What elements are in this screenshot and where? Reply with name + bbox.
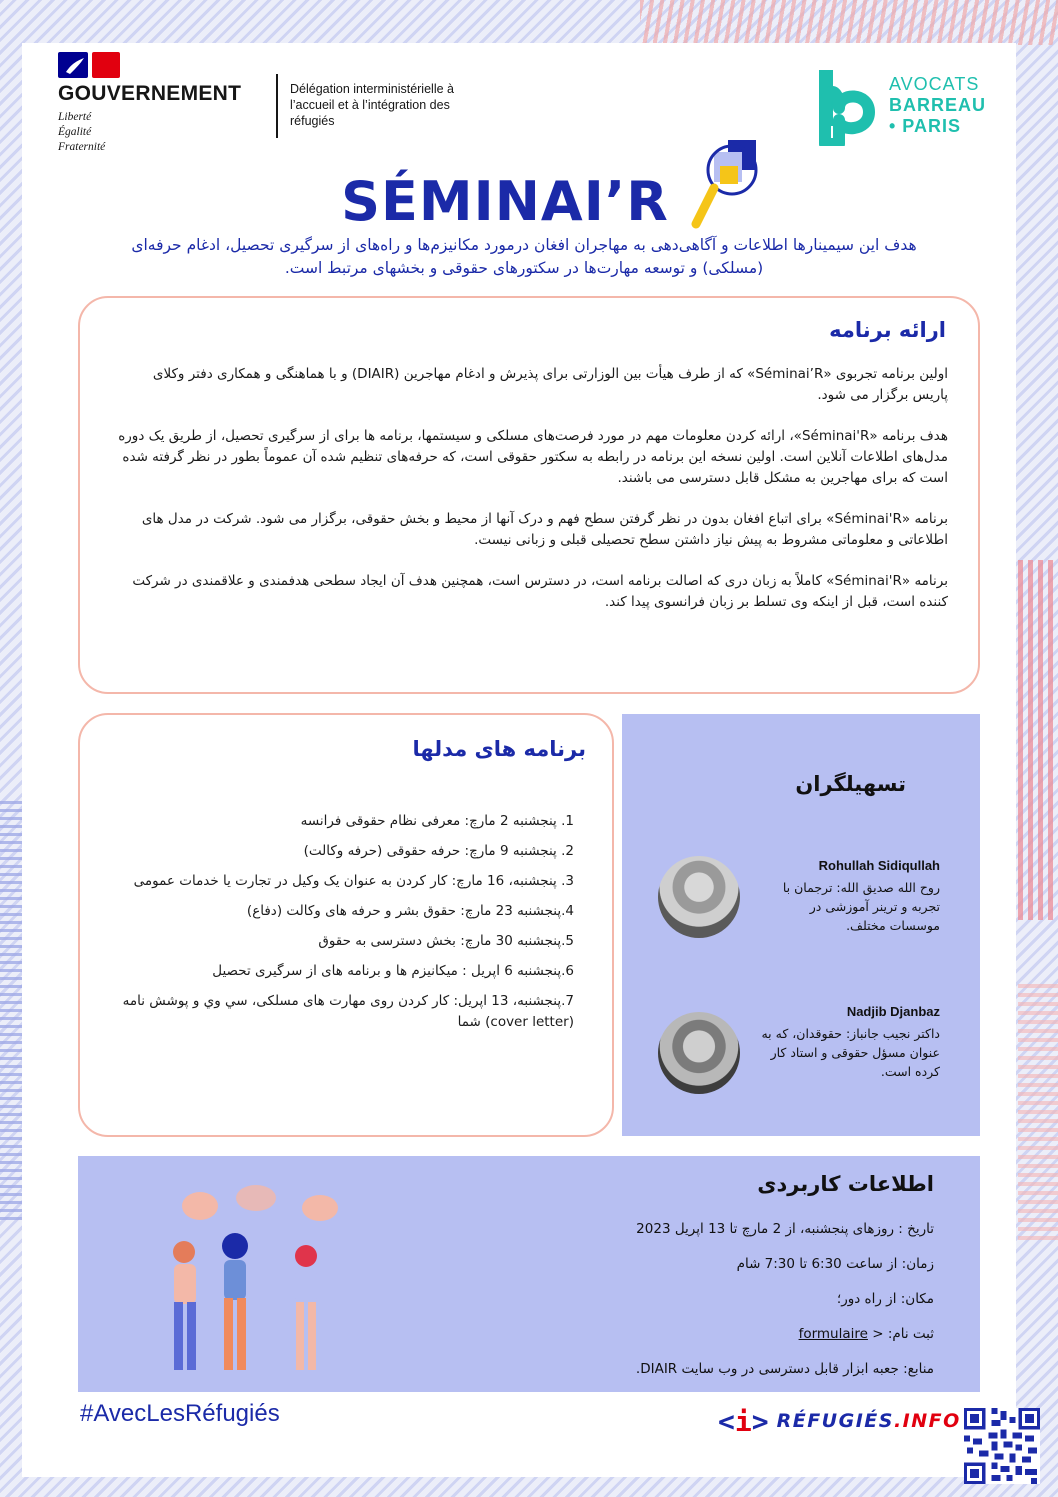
- facilitator-desc: داکتر نجیب جانباز: حقوقدان، که به عنوان مسؤل حقوقی و استاد کار کرده است.: [761, 1026, 940, 1079]
- info-resources: منابع: جعبه ابزار قابل دسترسی در وب سایت DIAIR.: [635, 1361, 934, 1377]
- info-date: تاریخ : روزهای پنجشنبه، از 2 مارچ تا 13 اپریل 2023: [636, 1221, 934, 1237]
- avatar: [658, 856, 740, 938]
- modules-list: [106, 811, 574, 1042]
- paragraph: هدف برنامه «Séminai'R»، ارائه کردن معلومات مهم در مورد فرصت‌های مسلکی و سیستمها، برنامه ها برای از سرگیری تحصیل، از طریق یک دوره مدل‌های اطلاعات آنلاین است. اولین نسخه این برنامه در رابطه به سکتور حقوقی است، که حرفه‌های تنظیم شده آن عموماً بطور در نظر گرفته شده است که برای مهاجرین به مشکل قابل دسترسی می باشند.: [118, 428, 948, 486]
- practical-info-section: [78, 1156, 980, 1392]
- avatar: [658, 1012, 740, 1094]
- decorative-brush: [1018, 980, 1058, 1240]
- program-body: [114, 364, 948, 633]
- qr-code-icon[interactable]: [964, 1408, 1040, 1484]
- divider: [276, 74, 278, 138]
- paragraph: برنامه «Séminai'R» کاملاً به زبان دری که اصالت برنامه است، در دسترس است، همچنین هدف آن ایجاد سطحی هدفمندی و علاقمندی در شرکت کننده است، قبل از اینکه وی تسلط بر زبان فرانسوی پیدا کند.: [132, 573, 948, 610]
- decorative-brush: [1018, 560, 1058, 920]
- info-place: مکان: از راه دور؛: [836, 1291, 934, 1307]
- barreau-paris-logo: AVOCATS BARREAU • PARIS: [815, 68, 995, 148]
- facilitator-card: [658, 856, 958, 966]
- section-title: اطلاعات کاربردی: [757, 1172, 934, 1196]
- list-item: 1. پنجشنبه 2 مارچ: معرفی نظام حقوقی فرانسه: [300, 813, 574, 829]
- list-item: 3. پنجشنبه، 16 مارچ: کار کردن به عنوان یک وکیل در تجارت یا خدمات عمومی: [133, 873, 574, 889]
- info-lines: [374, 1212, 934, 1387]
- delegation-name: Délégation interministérielle à l’accueil et à l’intégration des réfugiés: [290, 82, 454, 128]
- section-title: تسهیلگران: [795, 772, 906, 796]
- hashtag: #AvecLesRéfugiés: [80, 1400, 280, 1427]
- magnifier-icon: [690, 138, 770, 230]
- section-title: ارائه برنامه: [829, 318, 946, 342]
- intro-text: هدف این سیمینارها اطلاعات و آگاهی‌دهی به مهاجران افغان درمورد مکانیزم‌ها و راه‌های از سرگیری تحصیل، ادغام حرفه‌ای (مسلکی) و توسعه مهارت‌ها در سکتورهای حقوقی و بخشهای مرتبط است.: [131, 236, 917, 277]
- facilitator-name: Nadjib Djanbaz: [846, 1004, 940, 1019]
- list-item: 5.پنجشنبه 30 مارچ: بخش دسترسی به حقوق: [318, 933, 574, 949]
- gov-motto: Liberté Égalité Fraternité: [58, 111, 106, 153]
- program-section: [78, 296, 980, 694]
- list-item: 6.پنجشنبه 6 اپریل : میکانیزم ها و برنامه های از سرگیری تحصیل: [212, 963, 574, 979]
- paragraph: اولین برنامه تجربوی «Séminai’R» که از طرف هیأت بین الوزارتی برای پذیرش و ادغام مهاجرین (DIAIR) و با هماهنگی و همکاری دفتر وکلای پاریس برگزار می شود.: [152, 366, 948, 403]
- barreau-b-icon: [815, 68, 875, 146]
- facilitator-card: [658, 1002, 958, 1112]
- list-item: 7.پنجشنبه، 13 اپریل: کار کردن روی مهارت های مسلکی، سي وي و پوشش نامه (cover letter) شما: [122, 993, 574, 1030]
- paragraph: برنامه «Séminai'R» برای اتباع افغان بدون در نظر گرفتن سطح فهم و درک آنها از محیط و بخش حقوقی، برگزار می شود. شرکت در مدل های اطلاعاتی و معلوماتی مشروط به پیش نیاز داشتن سطح تحصیلی قبلی و زبانی نیست.: [141, 511, 948, 548]
- marianne-flag-icon: [58, 52, 120, 78]
- info-time: زمان: از ساعت 6:30 تا 7:30 شام: [736, 1256, 934, 1272]
- refugies-info-logo: < i > RÉFUGIÉS.INFO: [718, 1404, 961, 1438]
- page-title: SÉMINAI’R: [341, 170, 669, 233]
- list-item: 2. پنجشنبه 9 مارچ: حرفه حقوقی (حرفه وکالت): [303, 843, 574, 859]
- gov-title: GOUVERNEMENT: [58, 82, 242, 105]
- government-logo: [58, 52, 478, 162]
- modules-section: [78, 713, 614, 1137]
- people-talking-illustration: [138, 1184, 398, 1384]
- section-title: برنامه های مدلها: [412, 737, 586, 761]
- facilitator-name: Rohullah Sidiqullah: [818, 858, 940, 873]
- list-item: 4.پنجشنبه 23 مارچ: حقوق بشر و حرفه های وکالت (دفاع): [246, 903, 574, 919]
- facilitators-section: [622, 714, 980, 1136]
- info-register: ثبت نام: < formulaire: [798, 1326, 934, 1342]
- decorative-brush: [640, 0, 1058, 45]
- facilitator-desc: روح الله صدیق الله: ترجمان با تجربه و ترینر آموزشی در موسسات مختلف.: [782, 880, 940, 933]
- register-link[interactable]: formulaire: [798, 1326, 868, 1342]
